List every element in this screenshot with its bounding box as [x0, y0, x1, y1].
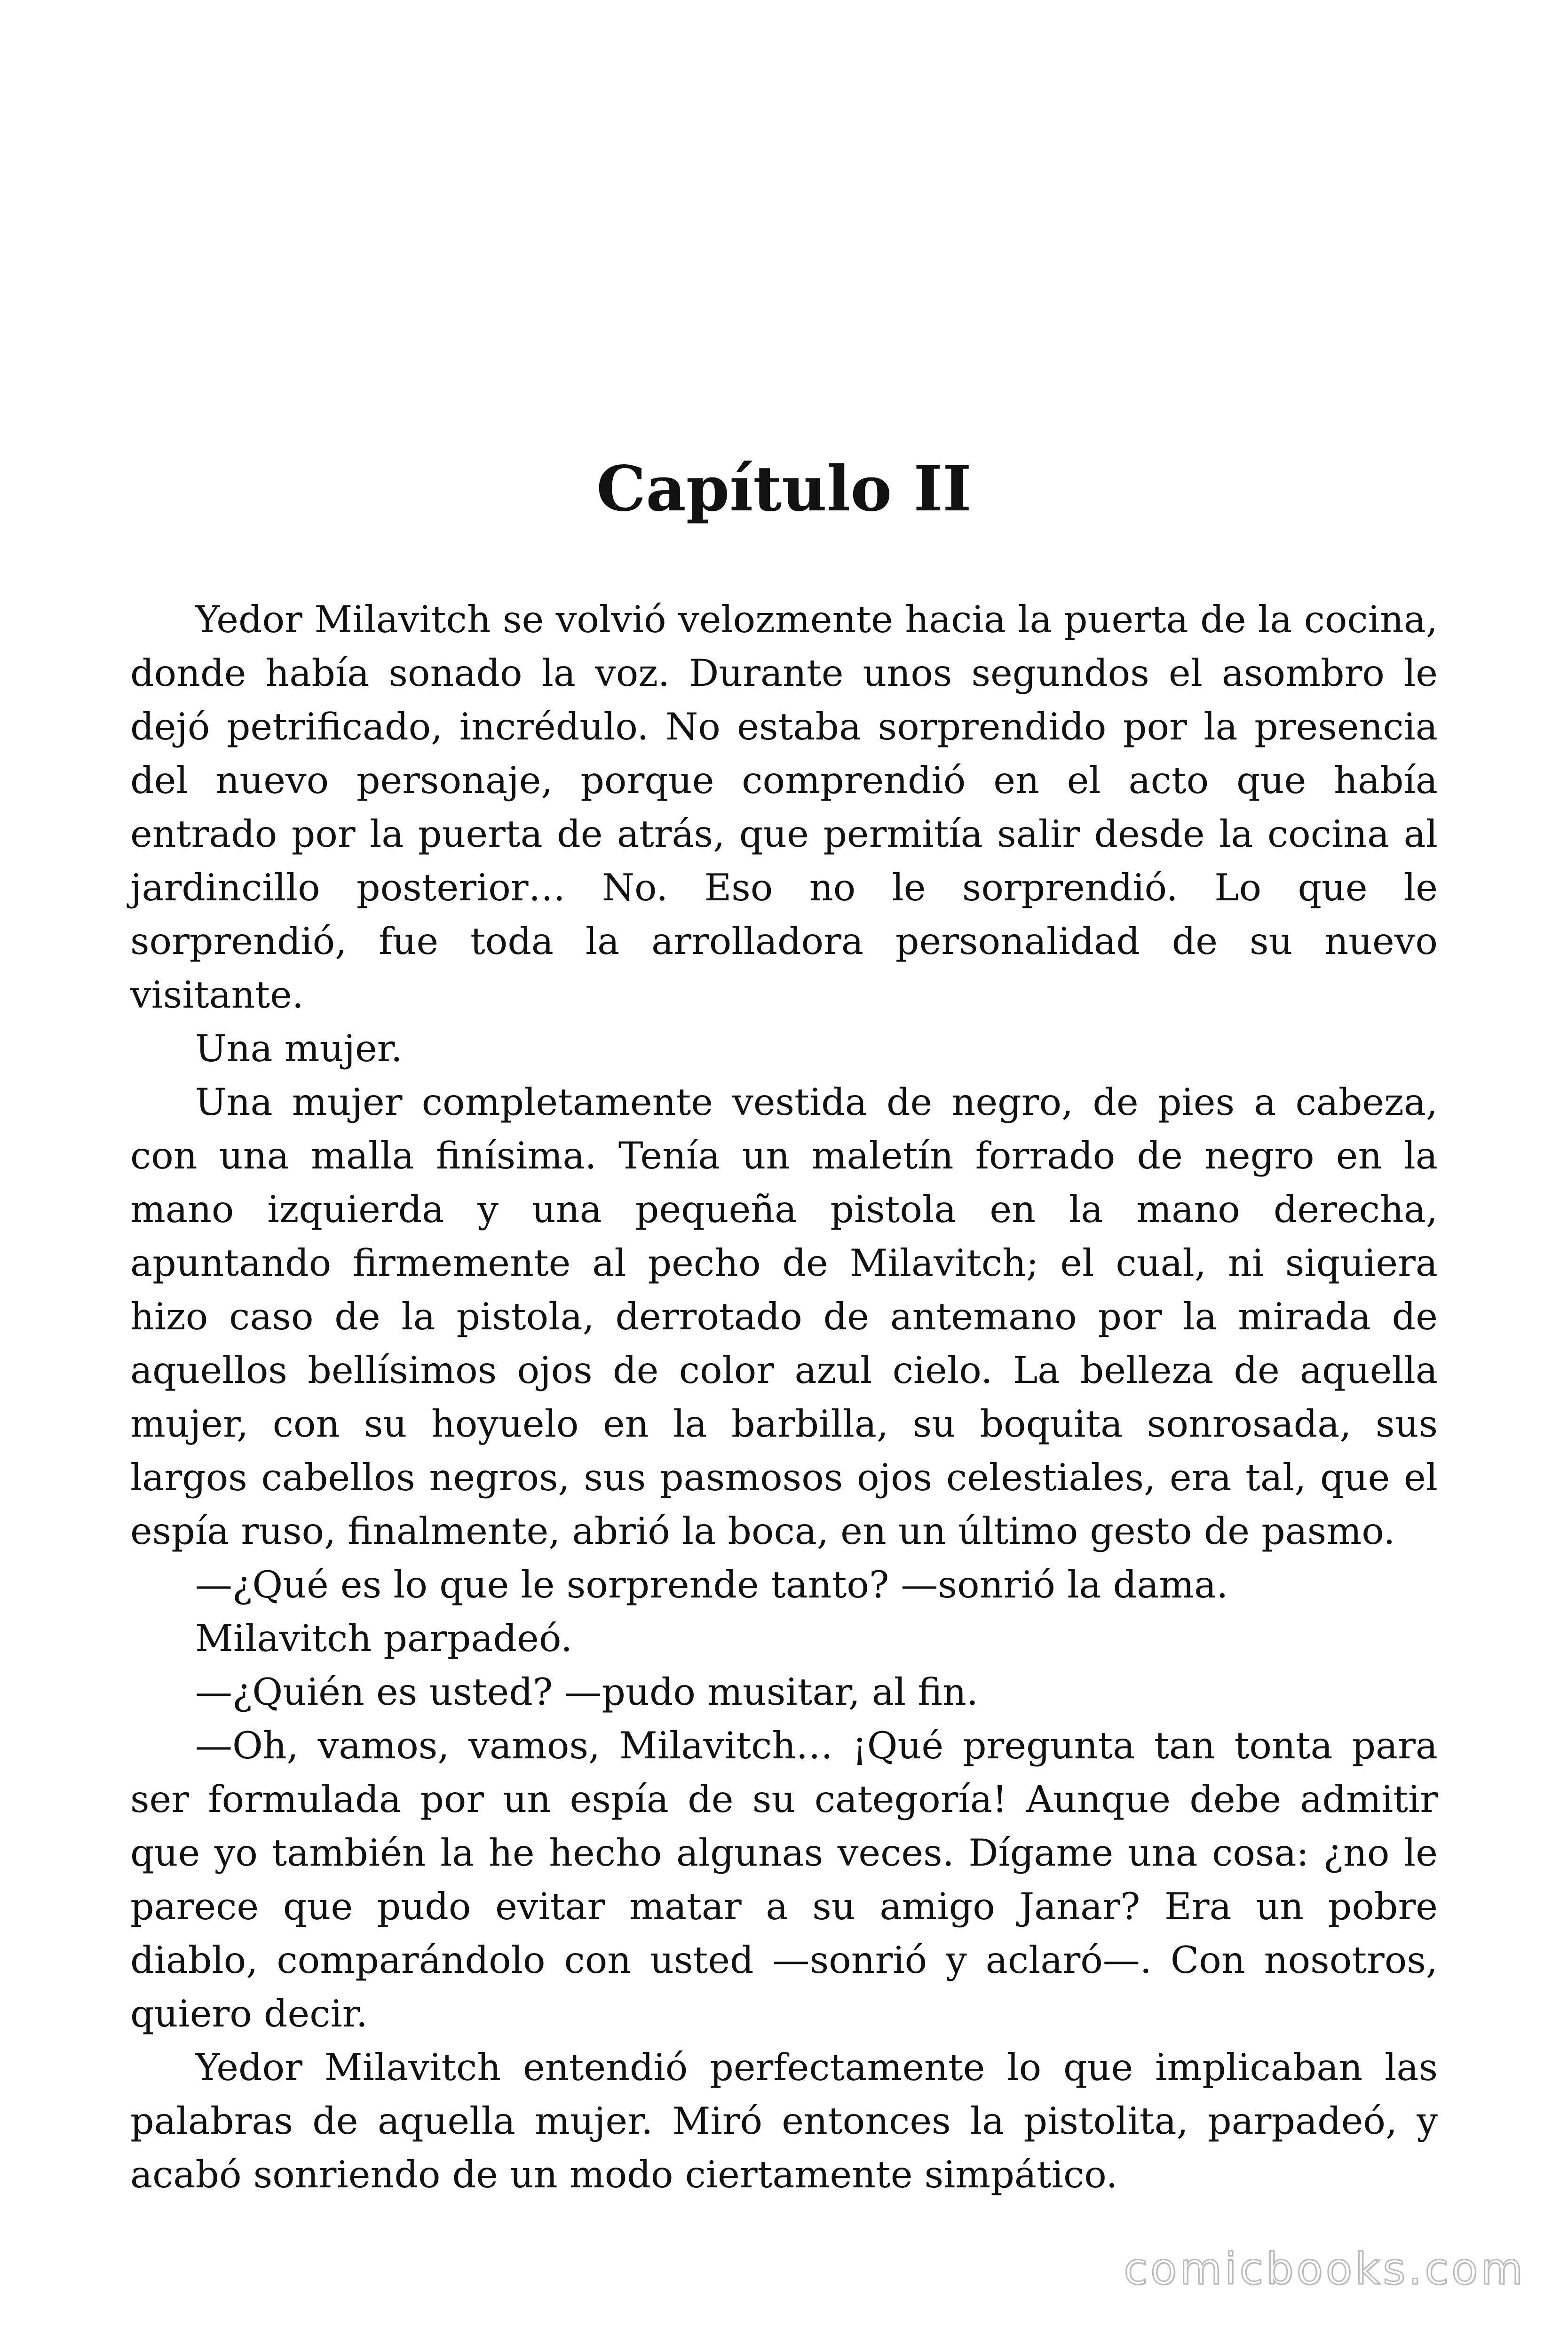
paragraph: Una mujer.: [195, 1027, 403, 1070]
chapter-title: Capítulo II: [596, 453, 972, 525]
paragraph: —¿Qué es lo que le sorprende tanto? —sonrió la dama.: [195, 1563, 1228, 1606]
paragraph: —Oh, vamos, vamos, Milavitch… ¡Qué pregunta tan tonta para ser formulada por un espía de su categoría! Aunque debe admitir que yo también la he hecho algunas veces. Dígame una cosa: ¿no le parece que pudo evitar matar a su amigo Janar? Era un pobre diablo, comparándolo con usted —sonrió y aclaró—. Con nosotros, quiero decir.: [130, 1724, 1438, 2035]
watermark-text: comicbooks.com: [1124, 2244, 1526, 2294]
paragraph: —¿Quién es usted? —pudo musitar, al fin.: [195, 1670, 978, 1714]
paragraph: Una mujer completamente vestida de negro, de pies a cabeza, con una malla finísima. Tenía un maletín forrado de negro en la mano izquierda y una pequeña pistola en la mano derecha, apuntando firmemente al pecho de Milavitch; el cual, ni siquiera hizo caso de la pistola, derrotado de antemano por la mirada de aquellos bellísimos ojos de color azul cielo. La belleza de aquella mujer, con su hoyuelo en la barbilla, su boquita sonrosada, sus largos cabellos negros, sus pasmosos ojos celestiales, era tal, que el espía ruso, finalmente, abrió la boca, en un último gesto de pasmo.: [130, 1081, 1438, 1553]
paragraph: Yedor Milavitch se volvió velozmente hacia la puerta de la cocina, donde había sonado la voz. Durante unos segundos el asombro le dejó petrificado, incrédulo. No estaba sorprendido por la presencia del nuevo personaje, porque comprendió en el acto que había entrado por la puerta de atrás, que permitía salir desde la cocina al jardincillo posterior… No. Eso no le sorprendió. Lo que le sorprendió, fue toda la arrolladora personalidad de su nuevo visitante.: [130, 598, 1438, 1017]
chapter-body: [130, 593, 1438, 2201]
paragraph: Yedor Milavitch entendió perfectamente lo que implicaban las palabras de aquella mujer. Miró entonces la pistolita, parpadeó, y acabó sonriendo de un modo ciertamente simpático.: [130, 2046, 1438, 2196]
paragraph: Milavitch parpadeó.: [195, 1617, 573, 1660]
